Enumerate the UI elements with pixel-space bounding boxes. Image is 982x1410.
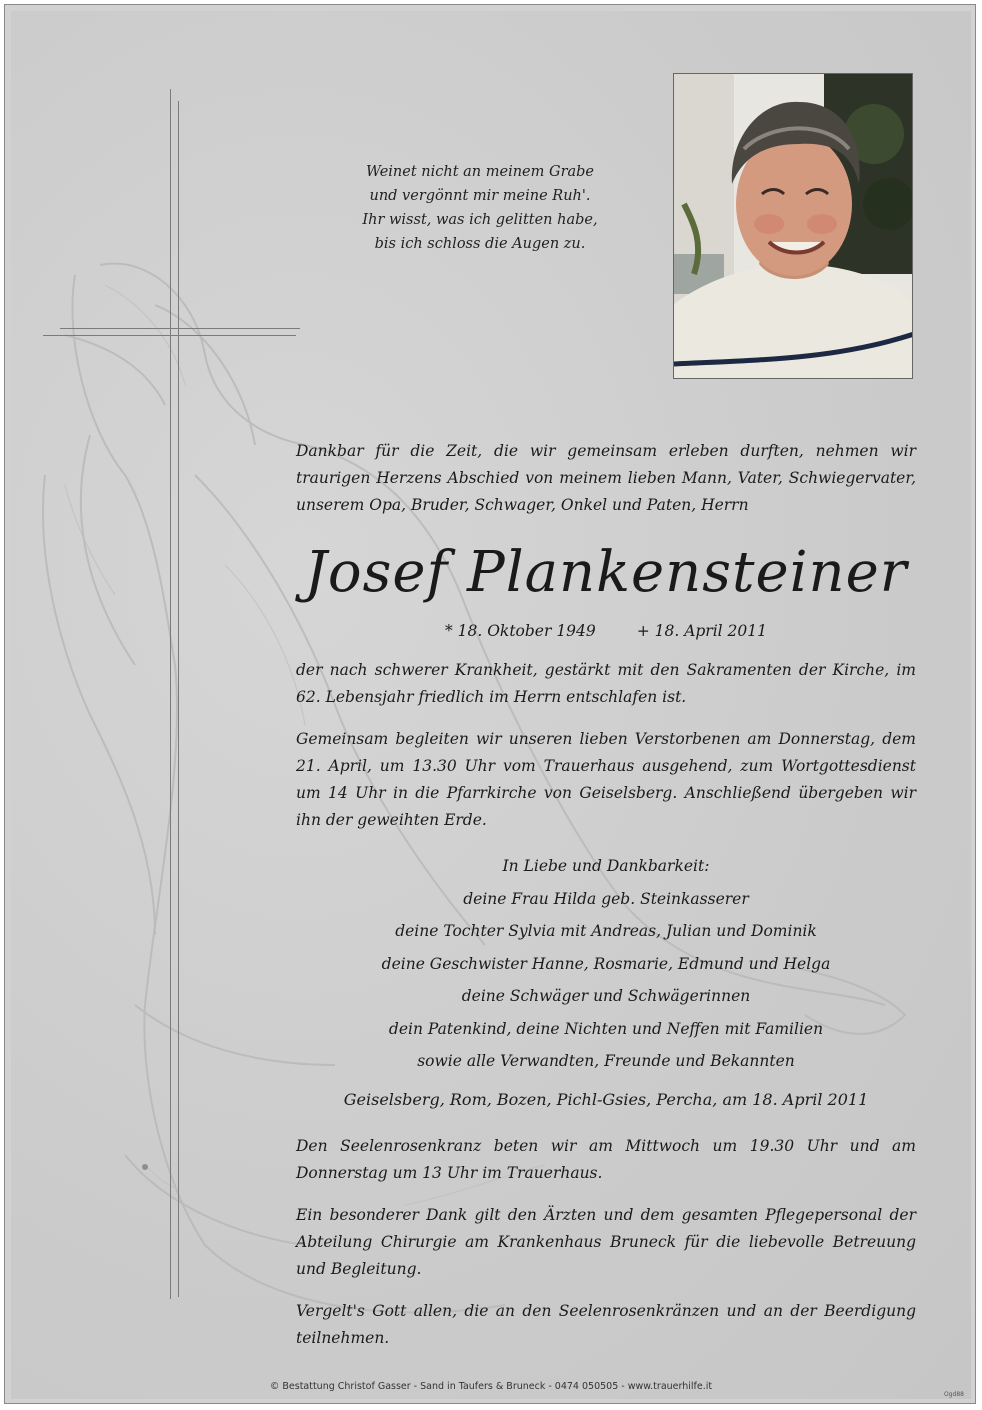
footer-credit: © Bestattung Christof Gasser - Sand in Taufers & Bruneck - 0474 050505 - www.trauerhilfe.it [269, 1381, 713, 1392]
rosary-text: Den Seelenrosenkranz beten wir am Mittwoch um 19.30 Uhr und am Donnerstag um 13 Uhr im Trauerhaus. [296, 1137, 916, 1182]
poem-line: bis ich schloss die Augen zu. [374, 236, 586, 252]
family-line: deine Geschwister Hanne, Rosmarie, Edmund und Helga [381, 954, 831, 973]
birth-date: * 18. Oktober 1949 [444, 622, 596, 640]
closing-text: Vergelt's Gott allen, die an den Seelenrosenkränzen und an der Beerdigung teilnehmen. [296, 1302, 916, 1347]
funeral-text: Gemeinsam begleiten wir unseren lieben Verstorbenen am Donnerstag, dem 21. April, um 13.30 Uhr vom Trauerhaus ausgehend, zum Wortgottesdienst um 14 Uhr in die Pfarrkirche von Geiselsberg. Anschließend übergeben wir ihn der geweihten Erde. [296, 730, 916, 829]
family-line: deine Schwäger und Schwägerinnen [461, 987, 751, 1005]
thanks-text: Ein besonderer Dank gilt den Ärzten und dem gesamten Pflegepersonal der Abteilung Chirurgie am Krankenhaus Bruneck für die liebevolle Betreuung und Begleitung. [296, 1206, 916, 1278]
poem-line: Weinet nicht an meinem Grabe [365, 164, 595, 180]
poem [330, 160, 630, 256]
family-line: sowie alle Verwandten, Freunde und Bekannten [417, 1052, 795, 1070]
document-code: Ogd88 [944, 1391, 964, 1398]
death-date: + 18. April 2011 [636, 622, 768, 640]
poem-line: und vergönnt mir meine Ruh'. [369, 188, 591, 204]
poem-line: Ihr wisst, was ich gelitten habe, [362, 212, 598, 228]
portrait-photo [673, 73, 913, 379]
family-line: deine Frau Hilda geb. Steinkasserer [463, 889, 749, 908]
intro-text: Dankbar für die Zeit, die wir gemeinsam erleben durften, nehmen wir traurigen Herzens Abschied von meinem lieben Mann, Vater, Schwiegervater, unserem Opa, Bruder, Schwager, Onkel und Paten, Herrn [296, 442, 916, 514]
life-dates [296, 622, 916, 640]
place-date: Geiselsberg, Rom, Bozen, Pichl-Gsies, Percha, am 18. April 2011 [343, 1090, 869, 1109]
cross-horizontal-line-1 [43, 335, 296, 336]
family-line: dein Patenkind, deine Nichten und Neffen mit Familien [388, 1019, 824, 1038]
portrait-image [674, 74, 913, 379]
family-list [296, 850, 916, 1078]
cross-vertical-line-2 [178, 101, 179, 1297]
passing-text: der nach schwerer Krankheit, gestärkt mit den Sakramenten der Kirche, im 62. Lebensjahr friedlich im Herrn entschlafen ist. [296, 661, 916, 706]
cross-vertical-line-1 [170, 89, 171, 1299]
cross-horizontal-line-2 [60, 328, 300, 329]
family-line: In Liebe und Dankbarkeit: [502, 857, 710, 875]
deceased-name: Josef Plankensteiner [304, 540, 908, 605]
family-line: deine Tochter Sylvia mit Andreas, Julian und Dominik [395, 922, 817, 940]
